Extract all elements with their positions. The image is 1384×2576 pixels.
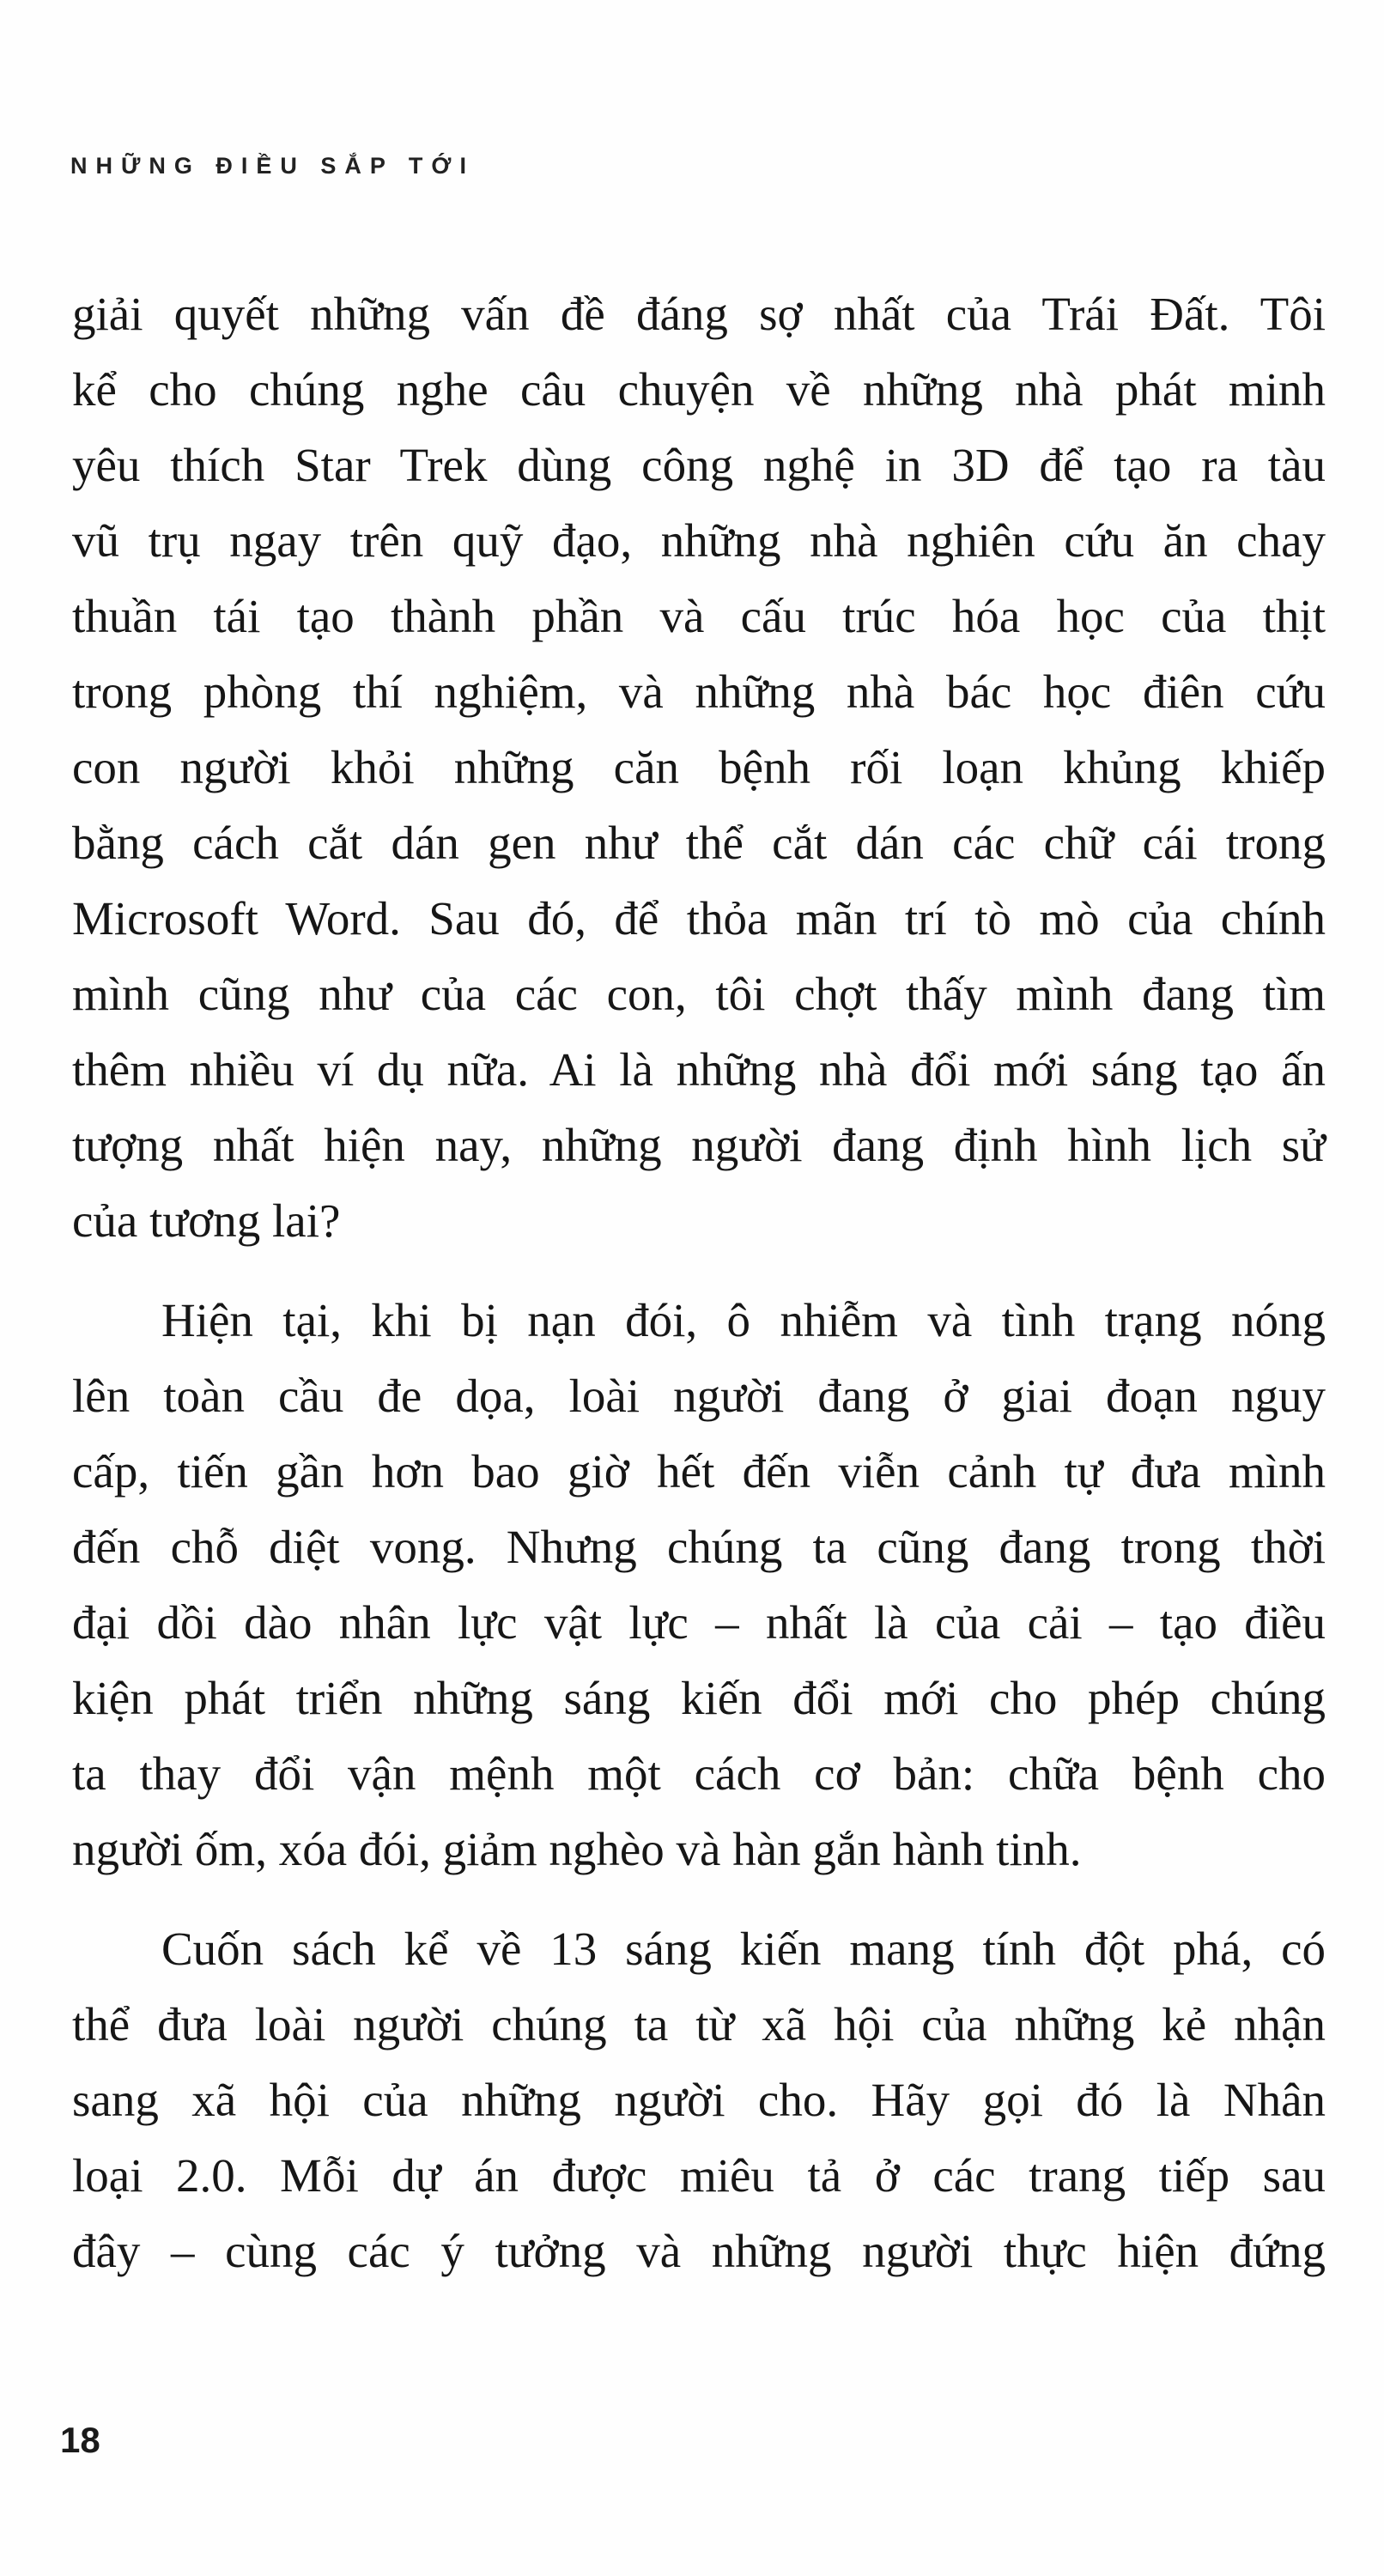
text-line: Cuốn sách kể về 13 sáng kiến mang tính đột phá, có	[161, 1923, 1326, 1975]
text-line: tượng nhất hiện nay, những người đang định hình lịch sử	[72, 1119, 1326, 1171]
text-line: ta thay đổi vận mệnh một cách cơ bản: chữa bệnh cho	[72, 1747, 1326, 1800]
paragraph-spacer	[72, 1887, 1326, 1911]
text-line: của tương lai?	[72, 1194, 341, 1247]
text-line: con người khỏi những căn bệnh rối loạn khủng khiếp	[72, 741, 1326, 793]
text-line: yêu thích Star Trek dùng công nghệ in 3D để tạo ra tàu	[72, 439, 1326, 491]
text-line: lên toàn cầu đe dọa, loài người đang ở giai đoạn nguy	[72, 1370, 1326, 1422]
text-line: giải quyết những vấn đề đáng sợ nhất của Trái Đất. Tôi	[72, 288, 1326, 340]
text-line: đây – cùng các ý tưởng và những người thực hiện đứng	[72, 2225, 1326, 2277]
page-number: 18	[60, 2420, 100, 2460]
text-line: thuần tái tạo thành phần và cấu trúc hóa học của thịt	[72, 590, 1326, 642]
paragraph-1	[72, 276, 1326, 1259]
text-line: thể đưa loài người chúng ta từ xã hội của những kẻ nhận	[72, 1998, 1326, 2050]
text-line: thêm nhiều ví dụ nữa. Ai là những nhà đổi mới sáng tạo ấn	[72, 1043, 1326, 1096]
text-line: kể cho chúng nghe câu chuyện về những nhà phát minh	[72, 363, 1326, 416]
text-line: kiện phát triển những sáng kiến đổi mới cho phép chúng	[72, 1672, 1326, 1724]
body-text	[72, 276, 1326, 2289]
text-line: đến chỗ diệt vong. Nhưng chúng ta cũng đang trong thời	[72, 1521, 1326, 1573]
text-line: mình cũng như của các con, tôi chợt thấy mình đang tìm	[72, 968, 1326, 1020]
text-line: Hiện tại, khi bị nạn đói, ô nhiễm và tình trạng nóng	[161, 1294, 1326, 1346]
text-line: Microsoft Word. Sau đó, để thỏa mãn trí tò mò của chính	[72, 892, 1326, 945]
paragraph-2	[72, 1283, 1326, 1887]
text-line: vũ trụ ngay trên quỹ đạo, những nhà nghiên cứu ăn chay	[72, 514, 1326, 567]
paragraph-3	[72, 1911, 1326, 2289]
running-header: NHỮNG ĐIỀU SẮP TỚI	[70, 153, 475, 179]
text-line: người ốm, xóa đói, giảm nghèo và hàn gắn hành tinh.	[72, 1823, 1082, 1875]
text-line: bằng cách cắt dán gen như thể cắt dán các chữ cái trong	[72, 817, 1326, 869]
text-line: loại 2.0. Mỗi dự án được miêu tả ở các trang tiếp sau	[72, 2149, 1326, 2202]
paragraph-spacer	[72, 1259, 1326, 1283]
text-line: trong phòng thí nghiệm, và những nhà bác học điên cứu	[72, 665, 1326, 718]
text-line: cấp, tiến gần hơn bao giờ hết đến viễn cảnh tự đưa mình	[72, 1445, 1326, 1498]
text-line: đại dồi dào nhân lực vật lực – nhất là của cải – tạo điều	[72, 1596, 1326, 1649]
text-line: sang xã hội của những người cho. Hãy gọi đó là Nhân	[72, 2074, 1326, 2126]
